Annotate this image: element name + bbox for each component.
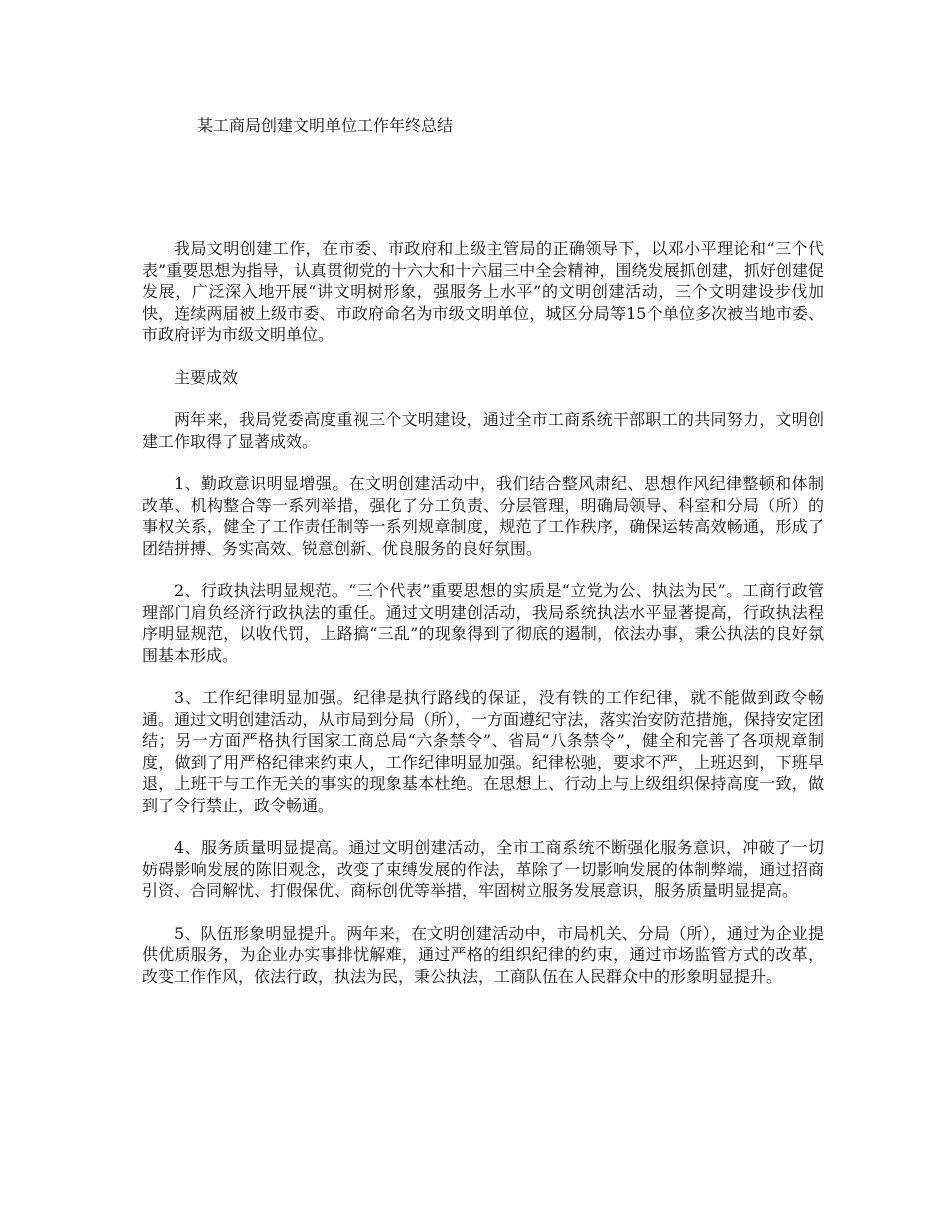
paragraph-item-4: 4、服务质量明显提高。通过文明创建活动，全市工商系统不断强化服务意识，冲破了一切妨碍影响发展的陈旧观念，改变了束缚发展的作法，革除了一切影响发展的体制弊端，通过招商引资、合同解忧、打假保优、商标创优等举措，牢固树立服务发展意识，服务质量明显提高。 bbox=[142, 838, 824, 900]
paragraph-item-5: 5、队伍形象明显提升。两年来，在文明创建活动中，市局机关、分局（所），通过为企业提供优质服务，为企业办实事排忧解难，通过严格的组织纪律的约束，通过市场监管方式的改革，改变工作作风，依法行政，执法为民，秉公执法，工商队伍在人民群众中的形象明显提升。 bbox=[142, 923, 824, 986]
paragraph-intro: 我局文明创建工作，在市委、市政府和上级主管局的正确领导下，以邓小平理论和“三个代表”重要思想为指导，认真贯彻党的十六大和十六届三中全会精神，围绕发展抓创建，抓好创建促发展，广泛深入地开展“讲文明树形象，强服务上水平”的文明创建活动，三个文明建设步伐加快，连续两届被上级市委、市政府命名为市级文明单位，城区分局等15个单位多次被当地市委、市政府评为市级文明单位。 bbox=[142, 239, 824, 344]
document-title: 某工商局创建文明单位工作年终总结 bbox=[197, 116, 454, 135]
document-body bbox=[142, 238, 824, 987]
section-heading: 主要成效 bbox=[174, 367, 239, 387]
paragraph-overview: 两年来，我局党委高度重视三个文明建设，通过全市工商系统干部职工的共同努力，文明创建工作取得了显著成效。 bbox=[142, 410, 824, 451]
paragraph-item-3: 3、工作纪律明显加强。纪律是执行路线的保证，没有铁的工作纪律，就不能做到政令畅通。通过文明创建活动，从市局到分局（所），一方面遵纪守法，落实治安防范措施，保持安定团结；另一方面严格执行国家工商总局“六条禁令”、省局“八条禁令”，健全和完善了各项规章制度，做到了用严格纪律来约束人，工作纪律明显加强。纪律松驰，要求不严，上班迟到，下班早退，上班干与工作无关的事实的现象基本杜绝。在思想上、行动上与上级组织保持高度一致，做到了令行禁止，政令畅通。 bbox=[142, 688, 824, 815]
paragraph-item-2: 2、行政执法明显规范。“三个代表”重要思想的实质是“立党为公、执法为民”。工商行政管理部门肩负经济行政执法的重任。通过文明建创活动，我局系统执法水平显著提高，行政执法程序明显规范，以收代罚，上路搞“三乱”的现象得到了彻底的遏制，依法办事，秉公执法的良好氛围基本形成。 bbox=[142, 581, 824, 665]
paragraph-item-1: 1、勤政意识明显增强。在文明创建活动中，我们结合整风肃纪、思想作风纪律整顿和体制改革、机构整合等一系列举措，强化了分工负责、分层管理，明确局领导、科室和分局（所）的事权关系，健全了工作责任制等一系列规章制度，规范了工作秩序，确保运转高效畅通，形成了团结拼搏、务实高效、锐意创新、优良服务的良好氛围。 bbox=[142, 474, 824, 558]
